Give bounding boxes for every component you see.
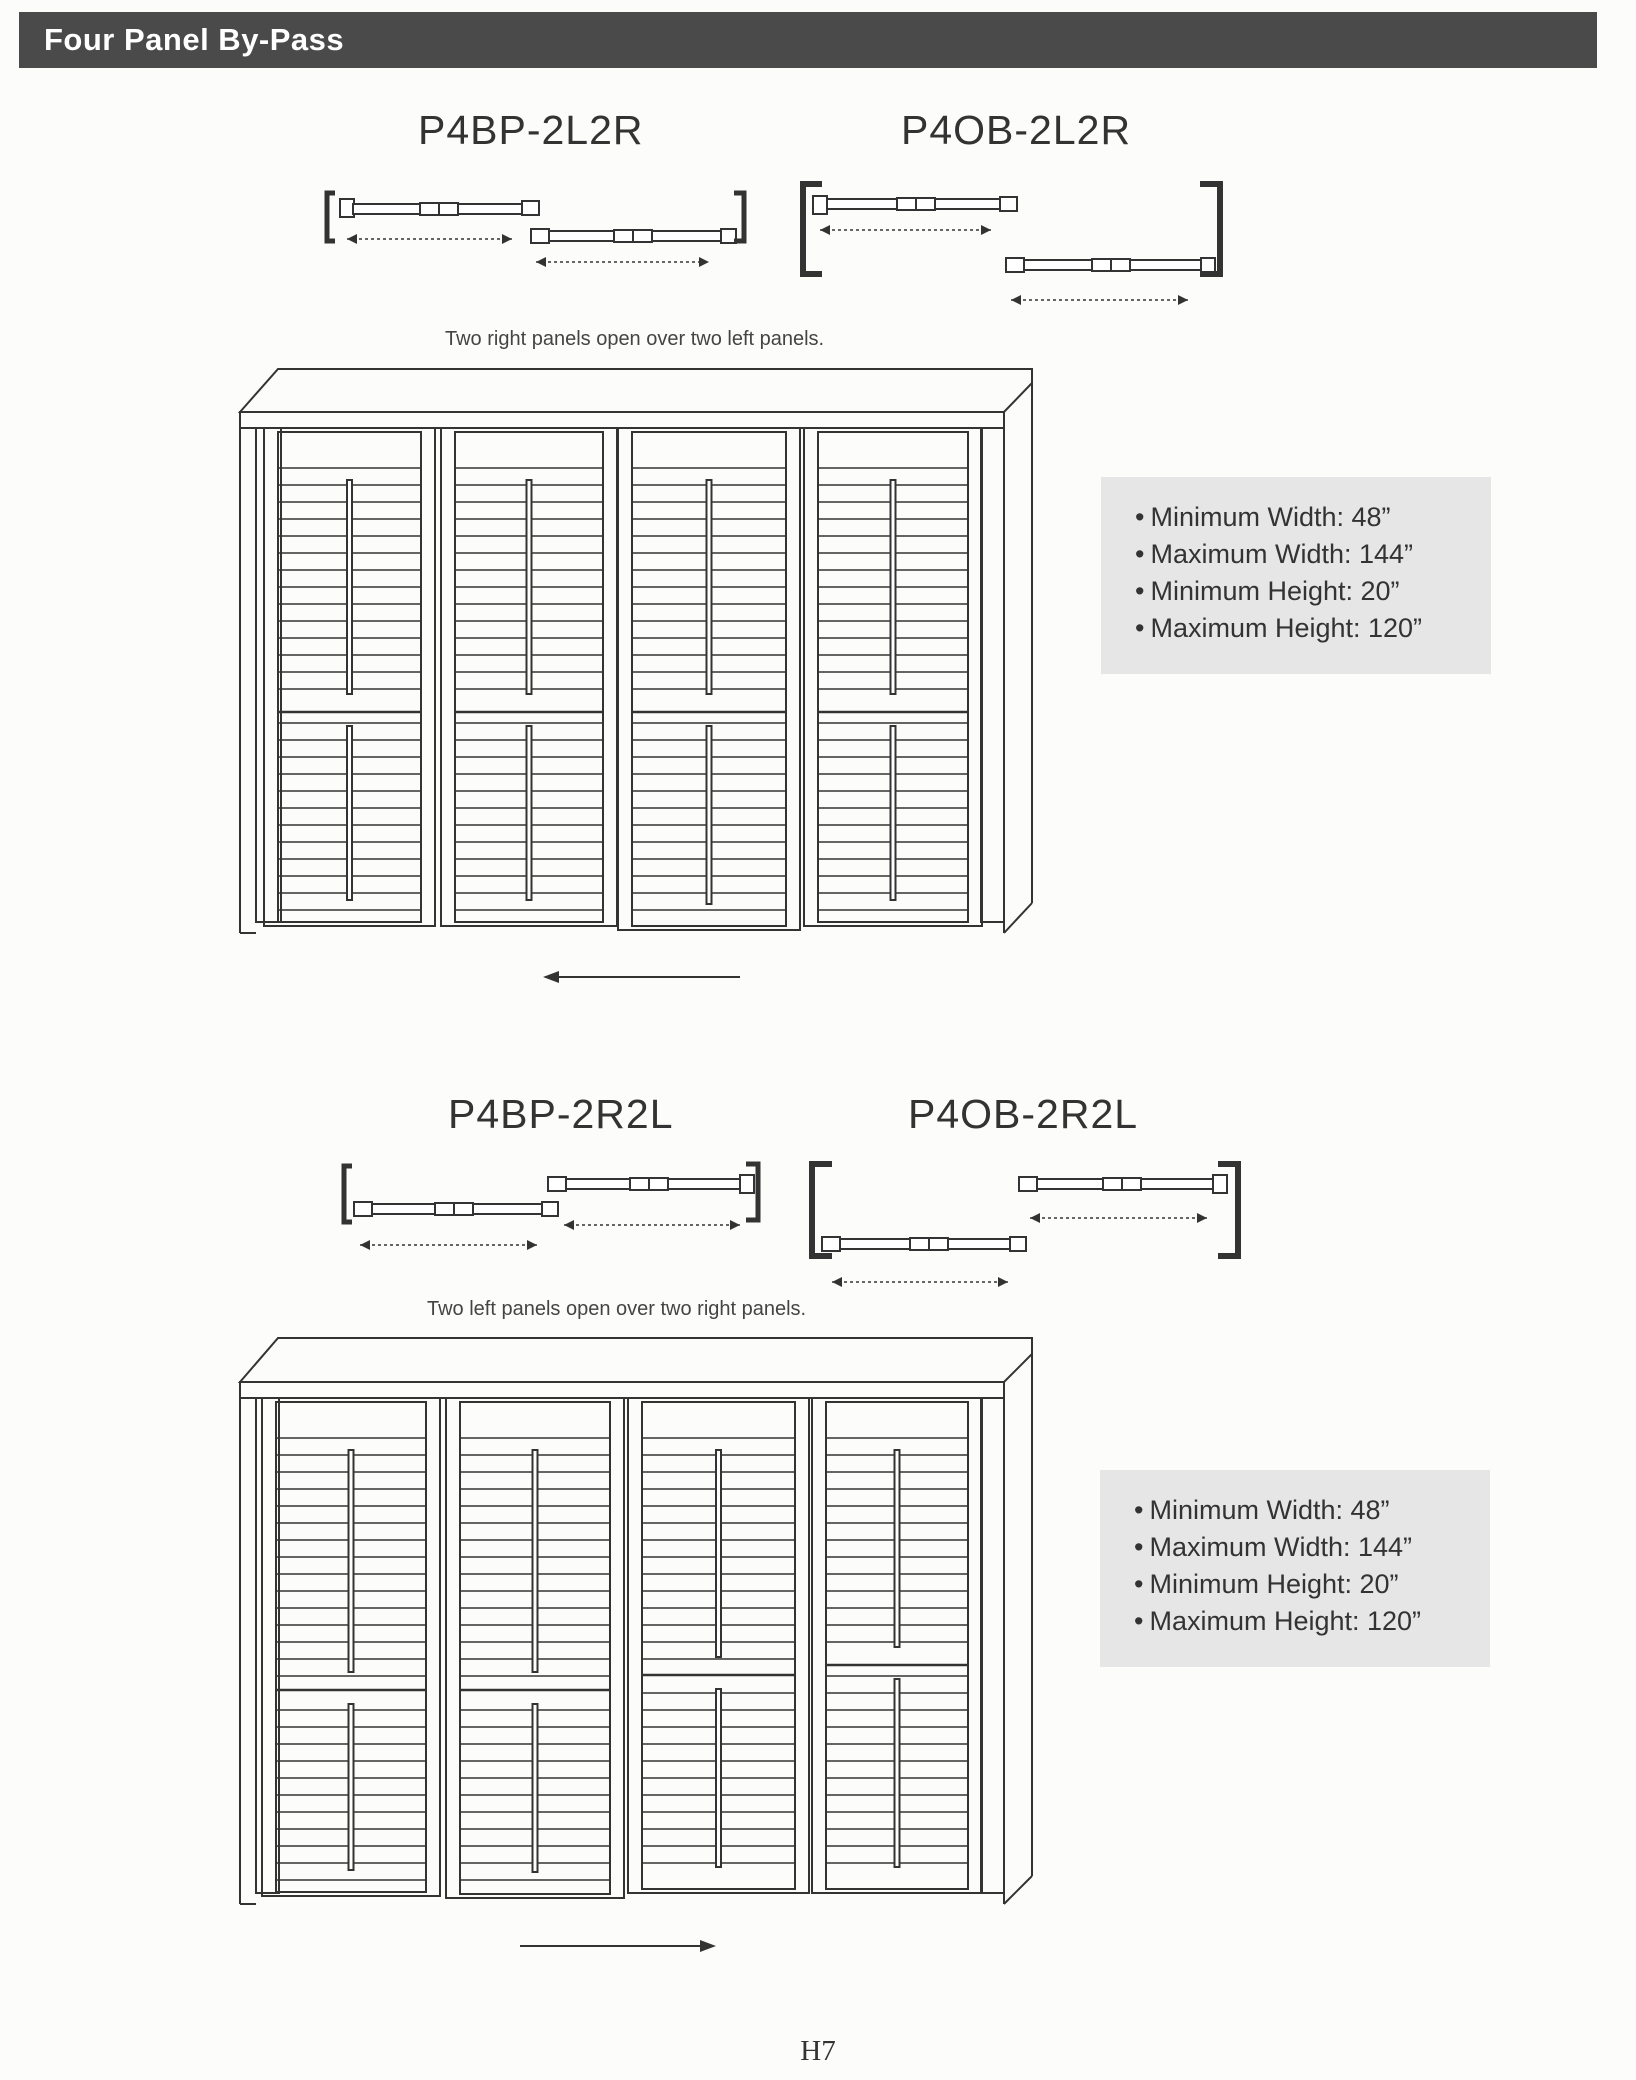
spec-max-width: • Maximum Width: 144” bbox=[1134, 1529, 1490, 1566]
section2-spec-box bbox=[1100, 1470, 1490, 1667]
spec-max-height: • Maximum Height: 120” bbox=[1134, 1603, 1490, 1640]
section1-caption: Two right panels open over two left panels. bbox=[445, 328, 825, 350]
spec-max-height: • Maximum Height: 120” bbox=[1135, 610, 1491, 647]
spec-min-width: • Minimum Width: 48” bbox=[1135, 499, 1491, 536]
spec-min-height: • Minimum Height: 20” bbox=[1134, 1566, 1490, 1603]
model-code-p4bp-2r2l: P4BP-2R2L bbox=[448, 1091, 674, 1137]
page-header: Four Panel By-Pass bbox=[19, 12, 1597, 68]
section2-caption: Two left panels open over two right panels. bbox=[427, 1298, 807, 1320]
page-number: H7 bbox=[800, 2035, 836, 2067]
model-code-p4ob-2l2r: P4OB-2L2R bbox=[901, 107, 1132, 153]
model-code-p4ob-2r2l: P4OB-2R2L bbox=[908, 1091, 1139, 1137]
shutter-panel-3 bbox=[628, 1398, 809, 1893]
spec-min-height: • Minimum Height: 20” bbox=[1135, 573, 1491, 610]
spec-max-width: • Maximum Width: 144” bbox=[1135, 536, 1491, 573]
shutter-panel-2 bbox=[446, 1398, 624, 1898]
shutter-panel-4 bbox=[812, 1398, 982, 1893]
model-code-p4bp-2l2r: P4BP-2L2R bbox=[418, 107, 644, 153]
spec-min-width: • Minimum Width: 48” bbox=[1134, 1492, 1490, 1529]
shutter-panel-1 bbox=[262, 1398, 440, 1896]
